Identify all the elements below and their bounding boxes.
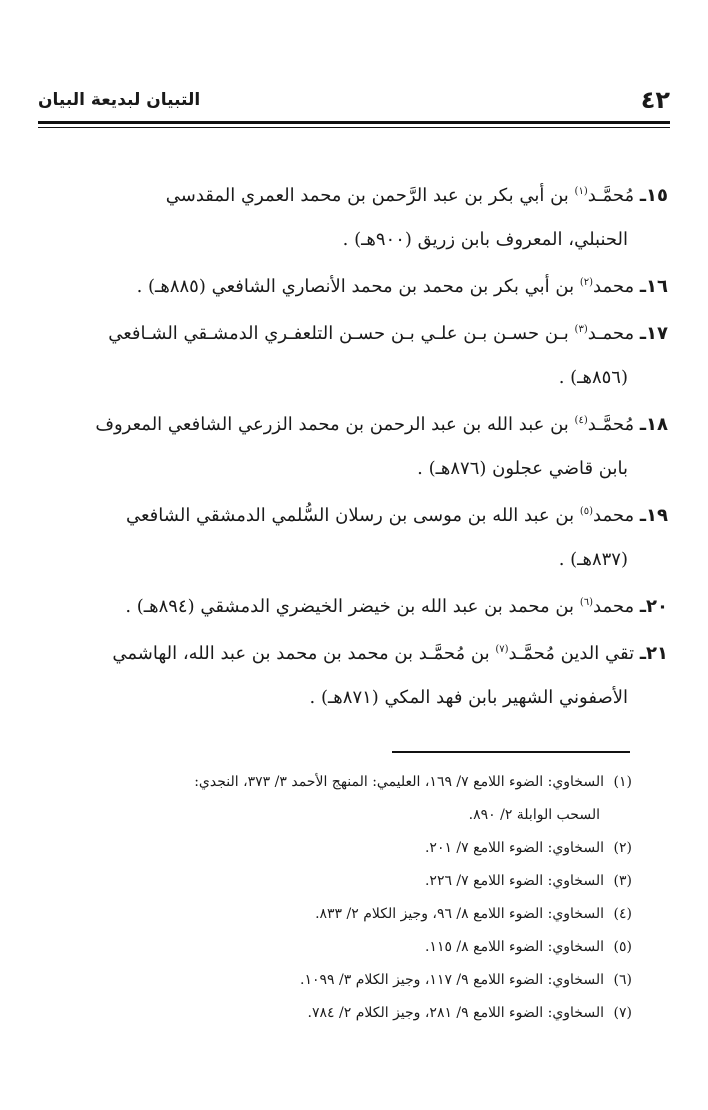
page-number: ٤٢ — [640, 86, 670, 114]
footnote-number: (٥) — [613, 939, 632, 955]
entry-21 — [44, 632, 668, 720]
footnote-number: (٤) — [613, 906, 632, 922]
entry-name: تقي الدين مُحمَّـد — [508, 643, 635, 664]
entry-text: بـن حسـن بـن علـي بـن حسـن التلعفـري الدمشـقي الشـافعي — [108, 323, 569, 344]
footnote-text: السخاوي: الضوء اللامع ٧/ ٢٢٦. — [424, 873, 604, 889]
entry-text-continued: بابن قاضي عجلون (٨٧٦هـ) . — [417, 458, 628, 479]
footnote-ref: (٦) — [579, 597, 593, 608]
entry-text: بن عبد الله بن عبد الرحمن بن محمد الزرعي الشافعي المعروف — [95, 414, 569, 435]
entry-16 — [44, 265, 668, 309]
footnote-1 — [44, 766, 632, 832]
entry-number: ١٨ـ — [639, 414, 668, 435]
page-header — [38, 86, 670, 116]
entry-19 — [44, 494, 668, 582]
footnote-number: (٧) — [613, 1005, 632, 1021]
entry-name: مُحمَّـد — [587, 414, 635, 435]
running-title: التبيان لبديعة البيان — [38, 90, 201, 110]
entry-name: محمد — [593, 505, 635, 526]
entry-17 — [44, 312, 668, 400]
entry-text-continued: الأصفوني الشهير بابن فهد المكي (٨٧١هـ) . — [309, 687, 628, 708]
footnote-text: السخاوي: الضوء اللامع ٧/ ٢٠١. — [424, 840, 604, 856]
biography-entries — [44, 174, 668, 723]
footnote-6 — [44, 964, 632, 997]
header-rule-thick — [38, 121, 670, 124]
footnote-number: (٢) — [613, 840, 632, 856]
footnote-ref: (٤) — [574, 415, 588, 426]
entry-number: ٢١ـ — [639, 643, 668, 664]
footnote-text: السخاوي: الضوء اللامع ٩/ ٢٨١، وجيز الكلام ٢/ ٧٨٤. — [307, 1005, 604, 1021]
footnote-text: السخاوي: الضوء اللامع ٨/ ٩٦، وجيز الكلام ٢/ ٨٣٣. — [315, 906, 604, 922]
entry-number: ١٥ـ — [639, 185, 668, 206]
footnote-number: (٣) — [613, 873, 632, 889]
footnote-3 — [44, 865, 632, 898]
footnote-ref: (٢) — [579, 277, 593, 288]
entry-text: بن عبد الله بن موسى بن رسلان السُّلمي الدمشقي الشافعي — [126, 505, 575, 526]
footnote-7 — [44, 997, 632, 1030]
entry-name: محمـد — [587, 323, 635, 344]
entry-text: بن محمد بن عبد الله بن خيضر الخيضري الدمشقي (٨٩٤هـ) . — [125, 596, 575, 617]
entry-number: ٢٠ـ — [639, 596, 668, 617]
footnote-ref: (٣) — [574, 324, 588, 335]
footnote-ref: (٧) — [495, 644, 509, 655]
header-rule-thin — [38, 127, 670, 128]
entry-text: بن أبي بكر بن عبد الرَّحمن بن محمد العمري المقدسي — [165, 185, 569, 206]
entry-text: بن أبي بكر بن محمد بن محمد الأنصاري الشافعي (٨٨٥هـ) . — [136, 276, 575, 297]
footnote-text-continued: السحب الوابلة ٢/ ٨٩٠. — [468, 807, 600, 823]
footnote-separator — [392, 751, 630, 753]
entry-text-continued: (٨٣٧هـ) . — [558, 549, 628, 570]
footnote-text: السخاوي: الضوء اللامع ٩/ ١١٧، وجيز الكلام ٣/ ١٠٩٩. — [300, 972, 604, 988]
footnote-text: السخاوي: الضوء اللامع ٧/ ١٦٩، العليمي: المنهج الأحمد ٣/ ٣٧٣، النجدي: — [194, 774, 604, 790]
entry-18 — [44, 403, 668, 491]
footnotes — [44, 766, 632, 1030]
footnote-4 — [44, 898, 632, 931]
footnote-number: (٦) — [613, 972, 632, 988]
footnote-ref: (١) — [574, 186, 588, 197]
footnote-5 — [44, 931, 632, 964]
entry-number: ١٧ـ — [639, 323, 668, 344]
entry-name: محمد — [593, 276, 635, 297]
entry-number: ١٩ـ — [639, 505, 668, 526]
footnote-ref: (٥) — [579, 506, 593, 517]
entry-text-continued: (٨٥٦هـ) . — [558, 367, 628, 388]
footnote-number: (١) — [613, 774, 632, 790]
entry-20 — [44, 585, 668, 629]
entry-name: مُحمَّـد — [587, 185, 635, 206]
footnote-text: السخاوي: الضوء اللامع ٨/ ١١٥. — [424, 939, 604, 955]
entry-15 — [44, 174, 668, 262]
entry-text: بن مُحمَّـد بن محمد بن محمد بن عبد الله، الهاشمي — [112, 643, 490, 664]
footnote-2 — [44, 832, 632, 865]
entry-text-continued: الحنبلي، المعروف بابن زريق (٩٠٠هـ) . — [342, 229, 628, 250]
entry-name: محمد — [593, 596, 635, 617]
entry-number: ١٦ـ — [639, 276, 668, 297]
